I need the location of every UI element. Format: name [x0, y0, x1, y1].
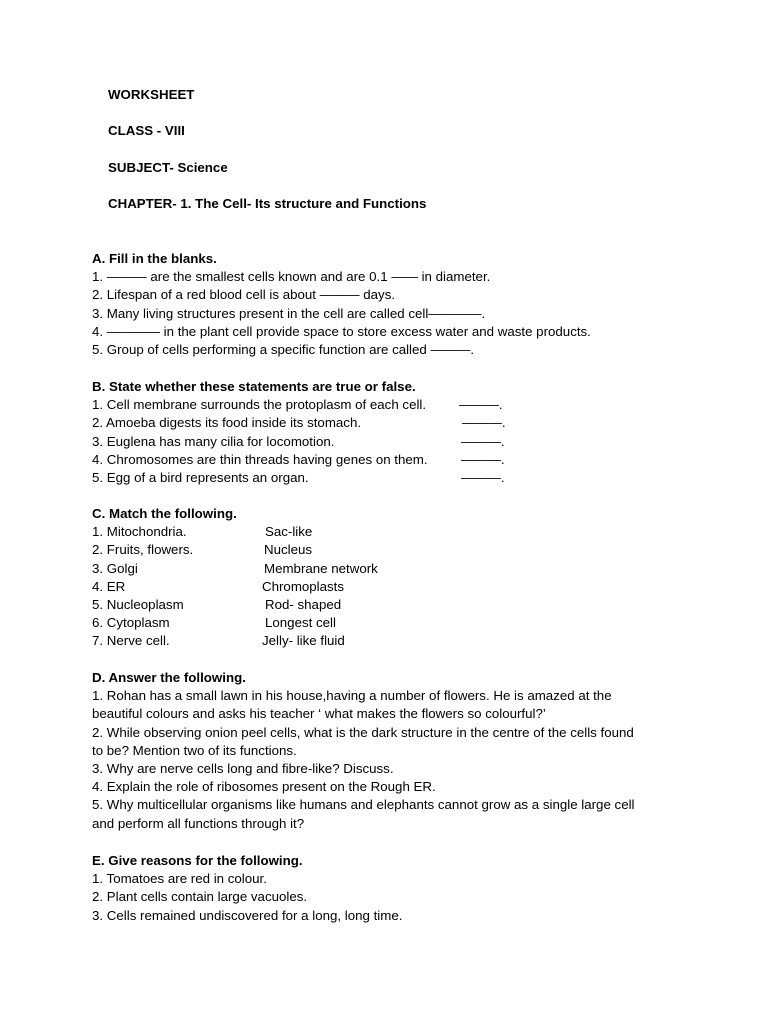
class-label: CLASS - VIII — [108, 123, 185, 138]
question-line: 2. While observing onion peel cells, what is the dark structure in the centre of the cells found — [92, 724, 634, 740]
statement-text: 3. Euglena has many cilia for locomotion. — [92, 433, 335, 449]
subject-label: SUBJECT- Science — [108, 160, 228, 175]
question-line: beautiful colours and asks his teacher ‘ what makes the flowers so colourful?’ — [92, 706, 546, 722]
question-line: 4. Explain the role of ribosomes present on the Rough ER. — [92, 779, 436, 795]
match-left: 1. Mitochondria. — [92, 524, 187, 540]
match-row — [92, 578, 732, 596]
section-c-title: C. Match the following. — [92, 506, 237, 521]
list-item: 2. Plant cells contain large vacuoles. — [92, 889, 308, 905]
match-right: Nucleus — [264, 542, 313, 558]
match-right: Sac-like — [265, 524, 313, 540]
match-right: Chromoplasts — [262, 578, 345, 594]
worksheet-title: WORKSHEET — [108, 87, 195, 102]
question-line: and perform all functions through it? — [92, 815, 305, 831]
list-item: 4. ———— in the plant cell provide space to store excess water and waste products. — [92, 323, 591, 339]
list-item: 3. Cells remained undiscovered for a long, long time. — [92, 907, 403, 923]
match-left: 5. Nucleoplasm — [92, 596, 184, 612]
section-match — [92, 505, 732, 651]
question-line: to be? Mention two of its functions. — [92, 742, 297, 758]
list-item — [92, 451, 732, 469]
list-item — [92, 433, 732, 451]
section-e-title: E. Give reasons for the following. — [92, 853, 303, 868]
match-right: Jelly- like fluid — [262, 633, 345, 649]
list-item: 2. Lifespan of a red blood cell is about ——— days. — [92, 287, 396, 303]
question-line: 3. Why are nerve cells long and fibre-like? Discuss. — [92, 760, 394, 776]
list-item: 1. Tomatoes are red in colour. — [92, 871, 267, 887]
match-left: 2. Fruits, flowers. — [92, 542, 194, 558]
match-row — [92, 596, 732, 614]
answer-blank: ———. — [461, 469, 505, 485]
match-right: Rod- shaped — [265, 596, 342, 612]
section-fill-in-blanks — [92, 250, 732, 359]
match-row — [92, 541, 732, 559]
match-row — [92, 523, 732, 541]
answer-blank: ———. — [461, 451, 505, 467]
statement-text: 1. Cell membrane surrounds the protoplasm of each cell. — [92, 397, 427, 413]
answer-blank: ———. — [461, 433, 505, 449]
section-true-false — [92, 378, 732, 487]
match-row — [92, 632, 732, 650]
section-d-title: D. Answer the following. — [92, 670, 246, 685]
question-line: 1. Rohan has a small lawn in his house,having a number of flowers. He is amazed at the — [92, 688, 612, 704]
list-item — [92, 469, 732, 487]
match-right: Longest cell — [265, 615, 336, 631]
list-item — [92, 414, 732, 432]
question-line: 5. Why multicellular organisms like humans and elephants cannot grow as a single large cell — [92, 797, 635, 813]
statement-text: 4. Chromosomes are thin threads having genes on them. — [92, 451, 428, 467]
match-right: Membrane network — [264, 560, 378, 576]
match-row — [92, 560, 732, 578]
list-item: 5. Group of cells performing a specific function are called ———. — [92, 341, 475, 357]
list-item: 3. Many living structures present in the cell are called cell————. — [92, 305, 486, 321]
section-answer — [92, 669, 732, 833]
match-row — [92, 614, 732, 632]
section-b-title: B. State whether these statements are true or false. — [92, 379, 416, 394]
match-left: 6. Cytoplasm — [92, 615, 170, 631]
match-left: 7. Nerve cell. — [92, 633, 170, 649]
statement-text: 2. Amoeba digests its food inside its stomach. — [92, 415, 362, 431]
answer-blank: ———. — [462, 415, 506, 431]
chapter-label: CHAPTER- 1. The Cell- Its structure and Functions — [108, 196, 427, 211]
answer-blank: ———. — [459, 397, 503, 413]
match-left: 3. Golgi — [92, 560, 138, 576]
section-a-title: A. Fill in the blanks. — [92, 251, 217, 266]
match-left: 4. ER — [92, 578, 126, 594]
statement-text: 5. Egg of a bird represents an organ. — [92, 469, 309, 485]
section-reasons — [92, 852, 732, 925]
list-item — [92, 396, 732, 414]
list-item: 1. ——— are the smallest cells known and are 0.1 —— in diameter. — [92, 269, 491, 285]
